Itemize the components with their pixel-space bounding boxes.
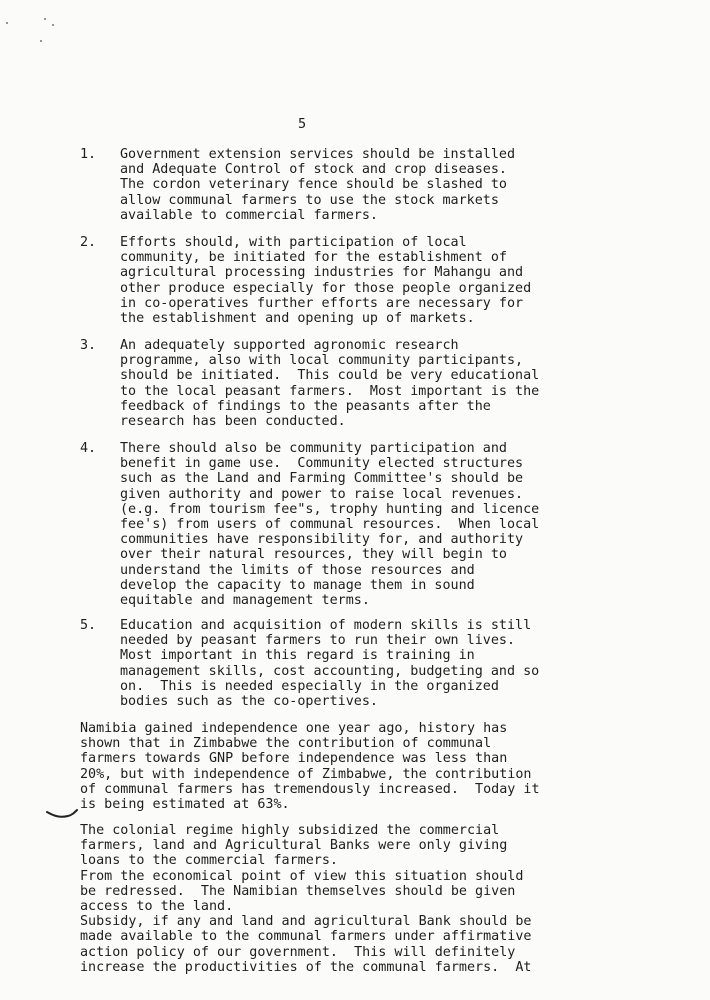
text-line: Education and acquisition of modern skills is still [120, 618, 532, 633]
scan-speck [52, 24, 54, 26]
list-item [80, 618, 680, 713]
list-item [80, 235, 680, 330]
text-line: equitable and management terms. [120, 593, 370, 609]
text-line: benefit in game use. Community elected structures [120, 456, 524, 472]
list-item [80, 147, 680, 227]
text-line: There should also be community participation and [120, 441, 507, 456]
text-line: Efforts should, with participation of local [120, 235, 467, 250]
list-item-number: 1. [80, 147, 97, 162]
text-line: loans to the commercial farmers. [80, 853, 338, 869]
list-item-number: 5. [80, 618, 97, 633]
text-line: programme, also with local community participants, [120, 353, 524, 369]
text-line: Namibia gained independence one year ago, history has [80, 721, 508, 736]
text-line: The cordon veterinary fence should be slashed to [120, 177, 507, 193]
text-line: develop the capacity to manage them in sound [120, 577, 475, 593]
text-line: farmers towards GNP before independence was less than [80, 751, 508, 767]
text-line: should be initiated. This could be very educational [120, 368, 540, 384]
text-line: understand the limits of those resources and [120, 562, 475, 578]
text-line: made available to the communal farmers under affirmative [80, 929, 532, 945]
text-line: increase the productivities of the communal farmers. At [80, 959, 532, 975]
text-line: to the local peasant farmers. Most important is the [120, 383, 540, 399]
handwritten-mark [46, 806, 78, 820]
text-line: The colonial regime highly subsidized the commercial [80, 823, 500, 838]
text-line: be redressed. The Namibian themselves should be given [80, 883, 516, 899]
list-item-text [120, 618, 680, 709]
text-line: the establishment and opening up of markets. [120, 311, 475, 327]
text-line: is being estimated at 63%. [80, 797, 290, 813]
text-line: in co-operatives further efforts are necessary for [120, 295, 524, 311]
list-item-text [120, 441, 680, 608]
scan-speck [40, 40, 42, 42]
text-line: communities have responsibility for, and authority [120, 532, 524, 548]
text-line: research has been conducted. [120, 414, 346, 430]
text-line: 20%, but with independence of Zimbabwe, the contribution [80, 766, 532, 782]
text-line: farmers, land and Agricultural Banks were only giving [80, 838, 508, 854]
text-line: needed by peasant farmers to run their own lives. [120, 633, 516, 649]
text-line: agricultural processing industries for Mahangu and [120, 265, 524, 281]
list-item-number: 2. [80, 235, 97, 250]
body-paragraph [80, 823, 680, 975]
list-item-text [120, 147, 680, 223]
text-line: such as the Land and Farming Committee's should be [120, 471, 524, 487]
body-paragraph [80, 721, 680, 812]
text-line: An adequately supported agronomic research [120, 338, 459, 353]
list-item [80, 338, 680, 433]
text-line: Subsidy, if any and land and agricultural Bank should be [80, 914, 532, 930]
list-item-text [120, 235, 680, 326]
text-line: access to the land. [80, 899, 234, 915]
text-line: bodies such as the co-opertives. [120, 694, 378, 710]
text-line: community, be initiated for the establishment of [120, 250, 507, 266]
text-line: and Adequate Control of stock and crop diseases. [120, 162, 507, 178]
text-line: Government extension services should be installed [120, 147, 516, 162]
list-item-number: 3. [80, 338, 97, 353]
text-line: feedback of findings to the peasants after the [120, 398, 491, 414]
scan-speck [44, 18, 46, 20]
text-line: given authority and power to raise local revenues. [120, 486, 524, 502]
text-line: allow communal farmers to use the stock markets [120, 192, 499, 208]
text-line: on. This is needed especially in the organized [120, 678, 499, 694]
text-line: fee's) from users of communal resources. When local [120, 517, 540, 533]
text-line: Most important in this regard is training in [120, 648, 475, 664]
list-item-number: 4. [80, 441, 97, 456]
scan-speck [6, 22, 8, 24]
text-line: shown that in Zimbabwe the contribution of communal [80, 736, 492, 752]
text-line: From the economical point of view this situation should [80, 868, 524, 884]
text-line: (e.g. from tourism fee"s, trophy hunting and licence [120, 501, 540, 517]
list-item [80, 441, 680, 611]
page-number: 5 [298, 116, 307, 132]
list-item-text [120, 338, 680, 429]
text-line: action policy of our government. This will definitely [80, 944, 516, 960]
text-line: management skills, cost accounting, budgeting and so [120, 663, 540, 679]
text-line: of communal farmers has tremendously increased. Today it [80, 781, 540, 797]
text-line: over their natural resources, they will begin to [120, 547, 507, 563]
text-line: other produce especially for those people organized [120, 280, 532, 296]
text-line: available to commercial farmers. [120, 207, 378, 223]
